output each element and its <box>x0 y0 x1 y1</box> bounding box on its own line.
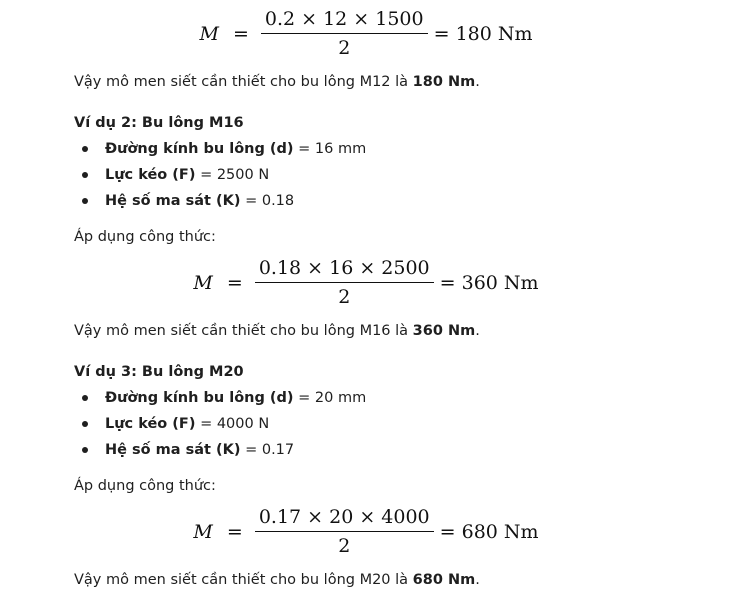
example-heading-m16: Ví dụ 2: Bu lông M16 <box>74 115 244 131</box>
parameter-label: Đường kính bu lông (d) <box>105 390 294 406</box>
equation-result: = 360 Nm <box>439 271 539 294</box>
list-item <box>74 191 366 217</box>
bullet-icon <box>82 172 88 178</box>
equation-fraction <box>255 257 434 308</box>
parameter-label: Đường kính bu lông (d) <box>105 141 294 157</box>
equation-fraction <box>255 506 434 557</box>
list-item <box>74 414 366 440</box>
equation-equals: = <box>232 22 249 45</box>
equation-result: = 680 Nm <box>439 520 539 543</box>
equation-m16 <box>0 257 732 308</box>
conclusion-text: Vậy mô men siết cần thiết cho bu lông M16 là <box>74 323 413 339</box>
conclusion-text: Vậy mô men siết cần thiết cho bu lông M12 là <box>74 74 413 90</box>
conclusion-m12 <box>74 72 480 92</box>
conclusion-text: Vậy mô men siết cần thiết cho bu lông M20 là <box>74 572 413 588</box>
parameter-label: Lực kéo (F) <box>105 416 196 432</box>
parameter-value: = 20 mm <box>293 390 367 406</box>
parameter-value: = 0.17 <box>240 442 295 458</box>
parameter-value: = 16 mm <box>293 141 367 157</box>
equation-numerator: 0.2 × 12 × 1500 <box>261 8 428 34</box>
parameter-value: = 4000 N <box>195 416 270 432</box>
bullet-icon <box>82 421 88 427</box>
conclusion-value: 680 Nm <box>412 572 476 588</box>
parameter-label: Hệ số ma sát (K) <box>105 193 241 209</box>
list-item <box>74 139 366 165</box>
conclusion-m16 <box>74 321 480 341</box>
bullet-icon <box>82 198 88 204</box>
bullet-icon <box>82 395 88 401</box>
equation-denominator: 2 <box>338 535 351 557</box>
equation-m20 <box>0 506 732 557</box>
conclusion-value: 180 Nm <box>412 74 476 90</box>
equation-denominator: 2 <box>338 286 351 308</box>
equation-numerator: 0.17 × 20 × 4000 <box>255 506 434 532</box>
parameter-label: Hệ số ma sát (K) <box>105 442 241 458</box>
conclusion-suffix: . <box>475 74 480 90</box>
equation-result: = 180 Nm <box>433 22 533 45</box>
apply-formula-m20: Áp dụng công thức: <box>74 478 216 494</box>
equation-lhs: M <box>193 271 213 294</box>
list-item <box>74 388 366 414</box>
equation-denominator: 2 <box>338 37 351 59</box>
parameter-value: = 2500 N <box>195 167 270 183</box>
equation-lhs: M <box>193 520 213 543</box>
parameter-list-m16 <box>74 139 366 217</box>
conclusion-m20 <box>74 570 480 590</box>
equation-m12 <box>0 8 732 59</box>
equation-fraction <box>261 8 428 59</box>
bullet-icon <box>82 447 88 453</box>
list-item <box>74 165 366 191</box>
bullet-icon <box>82 146 88 152</box>
list-item <box>74 440 366 466</box>
example-heading-m20: Ví dụ 3: Bu lông M20 <box>74 364 244 380</box>
conclusion-value: 360 Nm <box>412 323 476 339</box>
conclusion-suffix: . <box>475 323 480 339</box>
equation-lhs: M <box>199 22 219 45</box>
conclusion-suffix: . <box>475 572 480 588</box>
parameter-list-m20 <box>74 388 366 466</box>
parameter-label: Lực kéo (F) <box>105 167 196 183</box>
apply-formula-m16: Áp dụng công thức: <box>74 229 216 245</box>
equation-numerator: 0.18 × 16 × 2500 <box>255 257 434 283</box>
equation-equals: = <box>226 271 243 294</box>
parameter-value: = 0.18 <box>240 193 295 209</box>
equation-equals: = <box>226 520 243 543</box>
